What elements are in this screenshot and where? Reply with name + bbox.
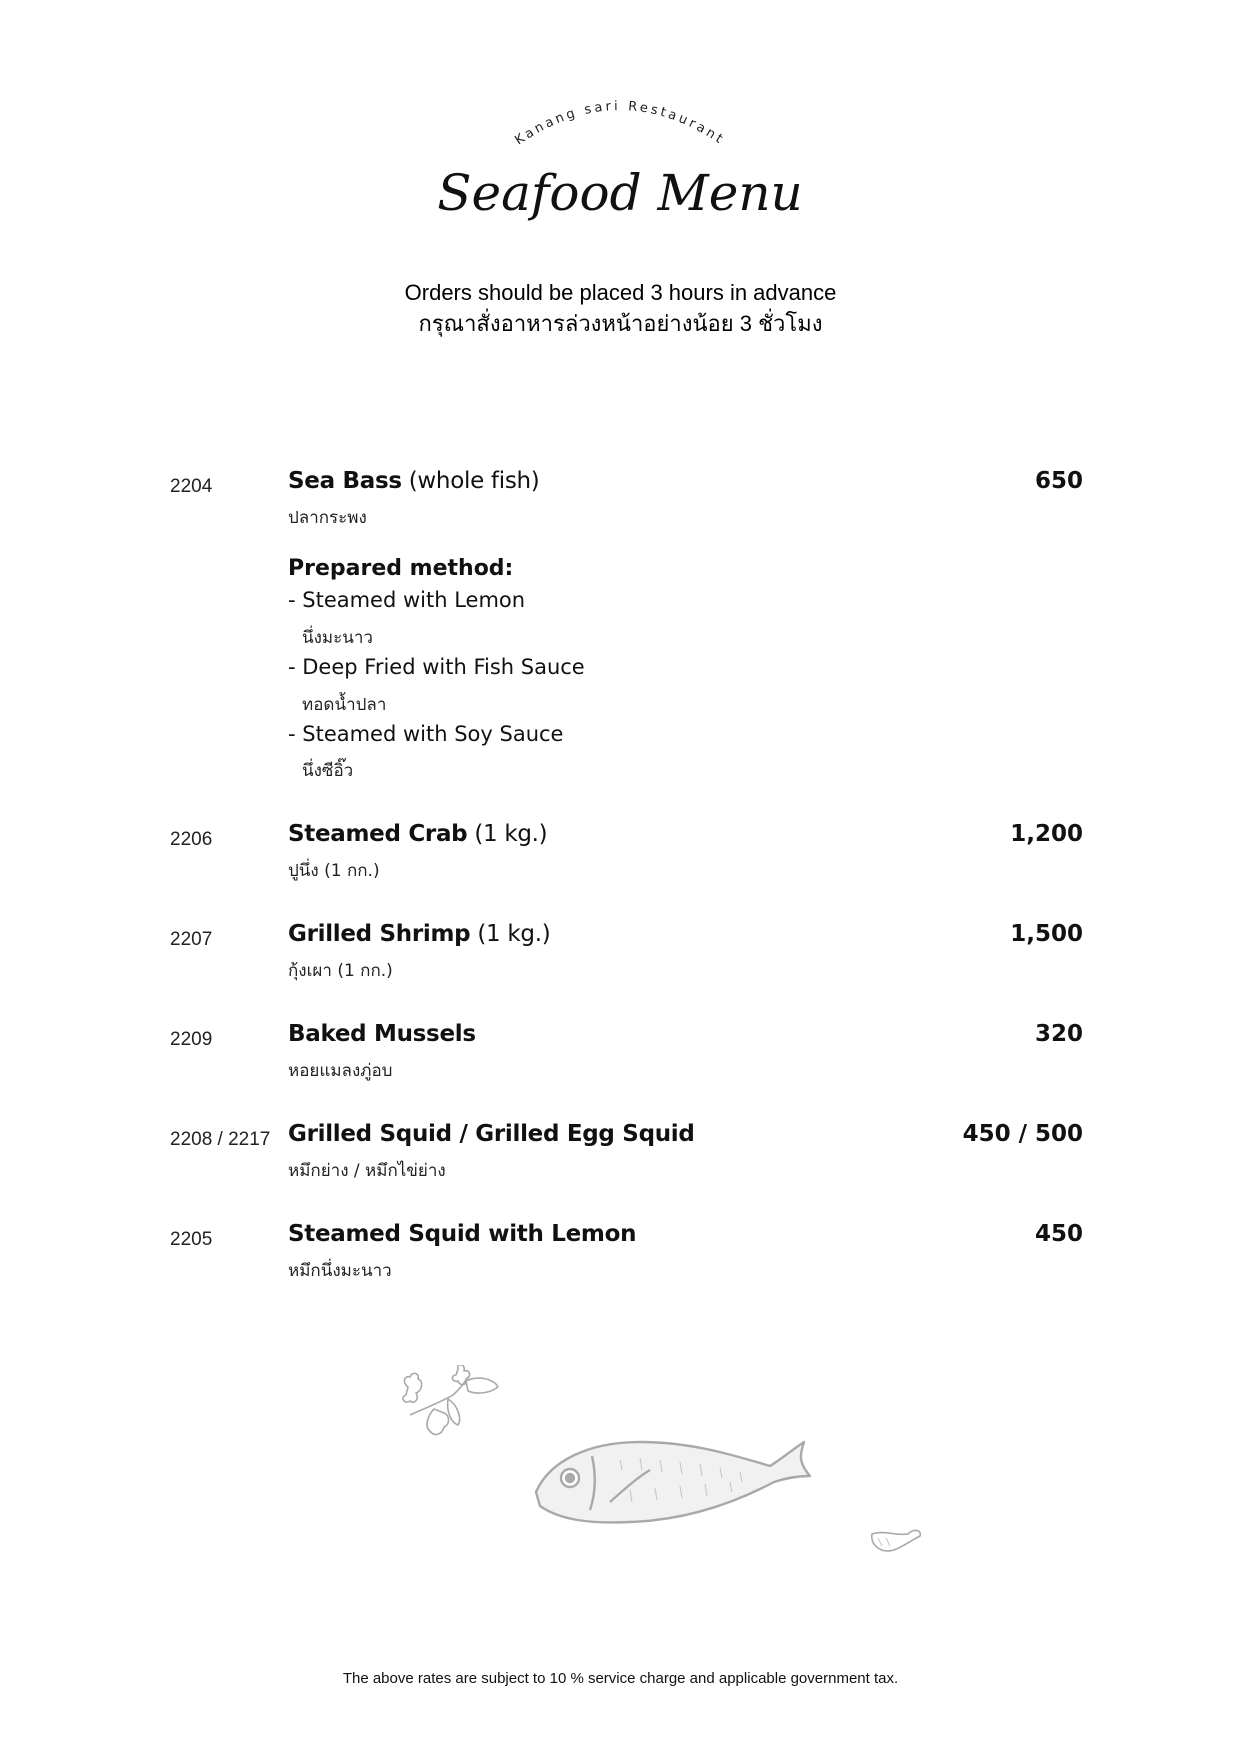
item-name xyxy=(288,1221,636,1247)
item-thai-name: หอยแมลงภู่อบ xyxy=(288,1061,393,1081)
item-name-main: Steamed Squid with Lemon xyxy=(288,1221,637,1247)
item-note: (1 kg.) xyxy=(467,821,548,847)
item-name xyxy=(288,821,547,847)
item-code: 2206 xyxy=(170,829,213,850)
item-name-main: Steamed Crab xyxy=(288,821,468,847)
item-name-main: Baked Mussels xyxy=(288,1021,476,1047)
item-price: 1,200 xyxy=(1010,821,1083,847)
item-thai-name: กุ้งเผา (1 กก.) xyxy=(288,961,393,981)
item-thai-name: ปลากระพง xyxy=(288,508,367,528)
method-item-thai: นึ่งมะนาว xyxy=(302,628,373,648)
item-price: 320 xyxy=(1034,1021,1083,1047)
item-name-main: Grilled Squid / Grilled Egg Squid xyxy=(288,1121,695,1147)
parsley-icon xyxy=(398,1365,503,1445)
item-note: (1 kg.) xyxy=(470,921,551,947)
fish-icon xyxy=(530,1420,835,1535)
item-name xyxy=(288,468,539,494)
item-name xyxy=(288,1021,476,1047)
footer-disclaimer: The above rates are subject to 10 % service charge and applicable government tax. xyxy=(342,1670,899,1687)
item-name-main: Sea Bass xyxy=(288,468,402,494)
item-code: 2209 xyxy=(170,1029,213,1050)
method-item-thai: นึ่งซีอิ๊ว xyxy=(302,761,354,781)
notice-thai: กรุณาสั่งอาหารล่วงหน้าอย่างน้อย 3 ชั่วโมง xyxy=(418,311,823,336)
item-thai-name: หมึกนึ่งมะนาว xyxy=(288,1261,392,1281)
restaurant-name: Kanang sari Restaurant xyxy=(512,98,728,149)
method-item: - Deep Fried with Fish Sauce xyxy=(288,655,585,679)
method-item-thai: ทอดน้ำปลา xyxy=(302,695,387,715)
item-price: 450 / 500 xyxy=(962,1121,1083,1147)
item-code: 2207 xyxy=(170,929,213,950)
item-code: 2204 xyxy=(170,476,213,497)
logo-artwork xyxy=(430,85,810,255)
item-code: 2205 xyxy=(170,1229,213,1250)
method-item: - Steamed with Lemon xyxy=(288,588,526,612)
item-thai-name: หมึกย่าง / หมึกไข่ย่าง xyxy=(288,1161,446,1181)
method-item: - Steamed with Soy Sauce xyxy=(288,722,564,746)
item-note: (whole fish) xyxy=(401,468,540,494)
notice-english: Orders should be placed 3 hours in advance xyxy=(404,280,837,305)
item-name xyxy=(288,1121,695,1147)
item-thai-name: ปูนึ่ง (1 กก.) xyxy=(288,861,380,881)
item-price: 450 xyxy=(1034,1221,1083,1247)
menu-title: Seafood Menu xyxy=(437,164,803,222)
prepared-method-title: Prepared method: xyxy=(288,556,514,581)
menu-logo xyxy=(430,85,810,255)
item-name-main: Grilled Shrimp xyxy=(288,921,471,947)
item-price: 650 xyxy=(1034,468,1083,494)
item-name xyxy=(288,921,550,947)
item-code: 2208 / 2217 xyxy=(170,1129,271,1150)
item-price: 1,500 xyxy=(1010,921,1083,947)
garlic-icon xyxy=(868,1526,923,1556)
